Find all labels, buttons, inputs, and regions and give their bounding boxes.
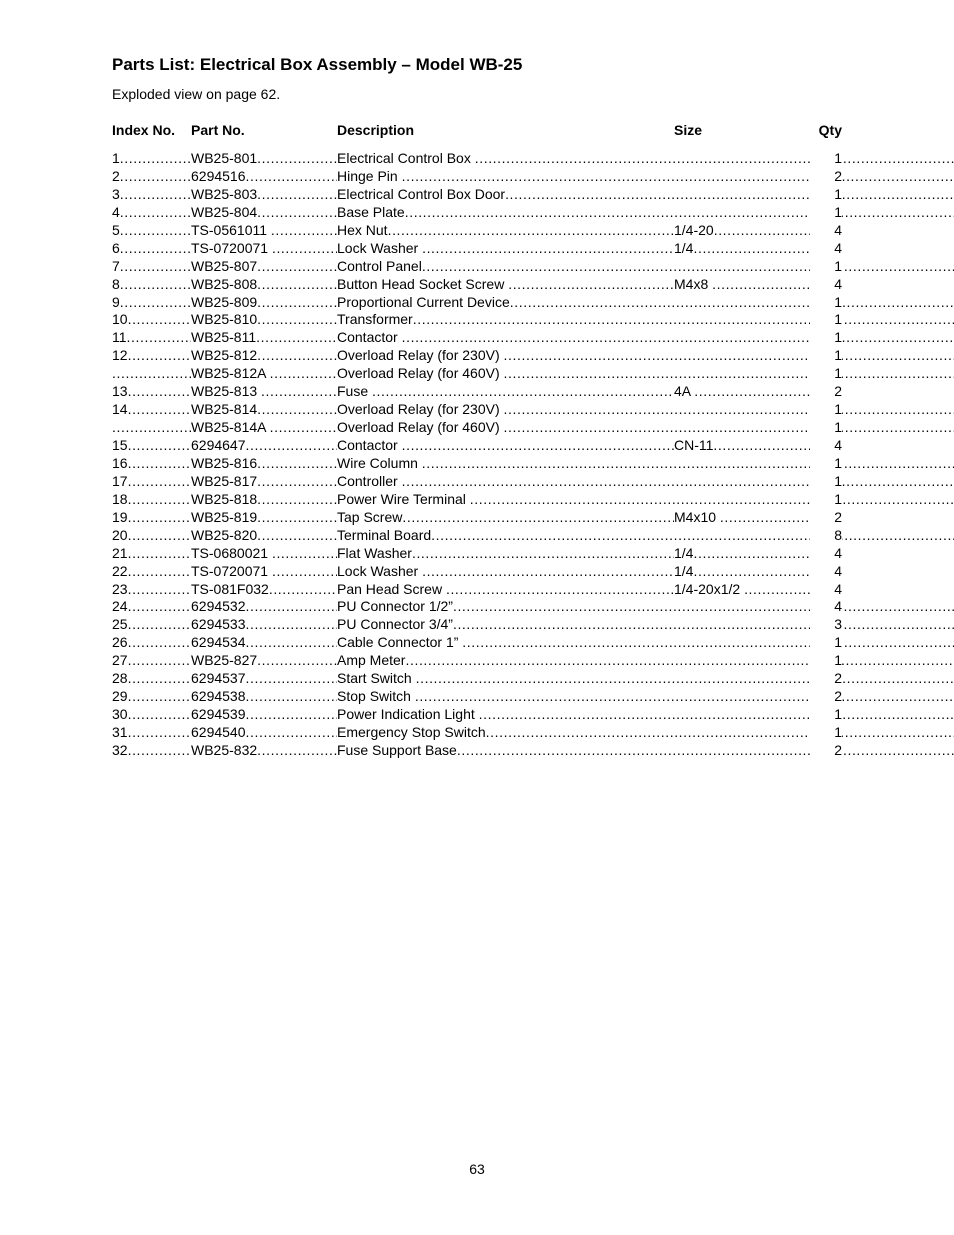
- table-row: [112, 328, 842, 346]
- page-number: 63: [469, 1161, 485, 1177]
- row-description: Lock Washer .....: [337, 239, 674, 257]
- row-part-no: 6294516 .....: [191, 167, 337, 185]
- row-index-no: 32 .....: [112, 741, 191, 759]
- table-row: [112, 149, 842, 167]
- row-part-no: TS-081F032 .....: [191, 580, 337, 598]
- row-description: Button Head Socket Screw .....: [337, 275, 674, 293]
- row-qty: 1: [810, 310, 842, 328]
- row-index-no: 17 .....: [112, 472, 191, 490]
- row-part-no: WB25-807 .....: [191, 257, 337, 275]
- row-description: Transformer .....: [337, 310, 954, 328]
- table-row: [112, 741, 842, 759]
- row-description: Hex Nut .....: [337, 221, 674, 239]
- row-part-no: WB25-812A .....: [191, 364, 337, 382]
- row-qty: 1: [810, 454, 842, 472]
- table-row: [112, 364, 842, 382]
- row-description: Hinge Pin .....: [337, 167, 954, 185]
- row-qty: 1: [810, 472, 842, 490]
- row-description: Start Switch .....: [337, 669, 954, 687]
- row-description: Fuse Support Base .....: [337, 741, 954, 759]
- row-index-no: 31 .....: [112, 723, 191, 741]
- row-qty: 2: [810, 508, 842, 526]
- row-qty: 2: [810, 167, 842, 185]
- row-part-no: 6294532 .....: [191, 597, 337, 615]
- table-row: [112, 633, 842, 651]
- row-qty: 1: [810, 705, 842, 723]
- row-description: Flat Washer .....: [337, 544, 674, 562]
- table-row: [112, 580, 842, 598]
- row-index-no: 24 .....: [112, 597, 191, 615]
- row-description: Wire Column .....: [337, 454, 954, 472]
- row-description: Power Wire Terminal .....: [337, 490, 954, 508]
- row-index-no: 10 .....: [112, 310, 191, 328]
- row-qty: 4: [810, 544, 842, 562]
- table-row: [112, 687, 842, 705]
- row-description: Pan Head Screw .....: [337, 580, 674, 598]
- row-index-no: 28 .....: [112, 669, 191, 687]
- row-size: 4A .....: [674, 382, 812, 400]
- row-qty: 1: [810, 633, 842, 651]
- row-size: M4x10 .....: [674, 508, 812, 526]
- row-index-no: 9 .....: [112, 293, 191, 311]
- row-part-no: WB25-809 .....: [191, 293, 337, 311]
- row-qty: 2: [810, 741, 842, 759]
- table-row: [112, 203, 842, 221]
- table-row: [112, 472, 842, 490]
- row-part-no: WB25-803 .....: [191, 185, 337, 203]
- row-part-no: WB25-811 .....: [191, 328, 337, 346]
- row-qty: 3: [810, 615, 842, 633]
- table-row: [112, 669, 842, 687]
- table-row: [112, 705, 842, 723]
- row-index-no: 27 .....: [112, 651, 191, 669]
- row-part-no: 6294534 .....: [191, 633, 337, 651]
- table-row: [112, 597, 842, 615]
- table-row: [112, 293, 842, 311]
- row-index-no: 26 .....: [112, 633, 191, 651]
- row-part-no: TS-0720071 .....: [191, 562, 337, 580]
- row-description: Base Plate .....: [337, 203, 954, 221]
- row-part-no: WB25-817 .....: [191, 472, 337, 490]
- row-size: M4x8 .....: [674, 275, 812, 293]
- row-size: CN-11 .....: [674, 436, 812, 454]
- row-qty: 1: [810, 418, 842, 436]
- row-size: 1/4 .....: [674, 562, 812, 580]
- row-description: Power Indication Light .....: [337, 705, 954, 723]
- parts-list-table: [112, 149, 842, 759]
- row-index-no: 2 .....: [112, 167, 191, 185]
- row-part-no: TS-0720071 .....: [191, 239, 337, 257]
- table-row: [112, 310, 842, 328]
- row-qty: 1: [810, 490, 842, 508]
- row-part-no: 6294540 .....: [191, 723, 337, 741]
- table-row: [112, 544, 842, 562]
- page-title: Parts List: Electrical Box Assembly – Model WB-25: [112, 55, 523, 74]
- table-row: [112, 257, 842, 275]
- row-part-no: 6294533 .....: [191, 615, 337, 633]
- row-qty: 4: [810, 436, 842, 454]
- row-qty: 1: [810, 651, 842, 669]
- column-header-part-no: Part No.: [191, 122, 245, 138]
- table-row: [112, 490, 842, 508]
- row-qty: 4: [810, 275, 842, 293]
- table-row: [112, 185, 842, 203]
- row-index-no: 25 .....: [112, 615, 191, 633]
- row-qty: 1: [810, 185, 842, 203]
- row-qty: 2: [810, 669, 842, 687]
- row-part-no: WB25-827 .....: [191, 651, 337, 669]
- row-part-no: WB25-832 .....: [191, 741, 337, 759]
- table-row: [112, 167, 842, 185]
- table-row: [112, 436, 842, 454]
- row-description: Fuse .....: [337, 382, 674, 400]
- table-row: [112, 454, 842, 472]
- row-description: Control Panel .....: [337, 257, 954, 275]
- table-row: [112, 418, 842, 436]
- row-description: Overload Relay (for 230V) .....: [337, 346, 954, 364]
- column-header-qty: Qty: [818, 122, 842, 138]
- row-index-no: 16 .....: [112, 454, 191, 472]
- row-qty: 4: [810, 580, 842, 598]
- row-part-no: WB25-814 .....: [191, 400, 337, 418]
- row-size: 1/4-20x1/2 .....: [674, 580, 812, 598]
- row-qty: 8: [810, 526, 842, 544]
- row-index-no: 20 .....: [112, 526, 191, 544]
- row-index-no: [112, 418, 191, 436]
- row-qty: 1: [810, 400, 842, 418]
- row-part-no: WB25-810 .....: [191, 310, 337, 328]
- row-part-no: WB25-819 .....: [191, 508, 337, 526]
- row-description: Terminal Board .....: [337, 526, 954, 544]
- row-description: Tap Screw .....: [337, 508, 674, 526]
- row-description: Stop Switch .....: [337, 687, 954, 705]
- table-row: [112, 723, 842, 741]
- row-index-no: 21 .....: [112, 544, 191, 562]
- row-description: Electrical Control Box .....: [337, 149, 954, 167]
- column-header-description: Description: [337, 122, 415, 138]
- row-description: Contactor .....: [337, 436, 674, 454]
- row-description: PU Connector 1/2” .....: [337, 597, 954, 615]
- row-qty: 1: [810, 346, 842, 364]
- row-description: Amp Meter .....: [337, 651, 954, 669]
- table-row: [112, 221, 842, 239]
- row-qty: 2: [810, 382, 842, 400]
- row-description: Overload Relay (for 460V) .....: [337, 364, 954, 382]
- row-index-no: [112, 364, 191, 382]
- table-row: [112, 651, 842, 669]
- row-index-no: 3 .....: [112, 185, 191, 203]
- row-part-no: TS-0680021 .....: [191, 544, 337, 562]
- row-part-no: 6294537 .....: [191, 669, 337, 687]
- row-qty: 2: [810, 687, 842, 705]
- row-description: PU Connector 3/4” .....: [337, 615, 954, 633]
- row-part-no: WB25-812 .....: [191, 346, 337, 364]
- row-index-no: 30 .....: [112, 705, 191, 723]
- table-row: [112, 615, 842, 633]
- row-part-no: 6294539 .....: [191, 705, 337, 723]
- row-size: 1/4 .....: [674, 544, 812, 562]
- row-index-no: 29 .....: [112, 687, 191, 705]
- row-part-no: 6294538 .....: [191, 687, 337, 705]
- row-index-no: 23 .....: [112, 580, 191, 598]
- exploded-view-reference: Exploded view on page 62.: [112, 86, 281, 102]
- row-part-no: WB25-818 .....: [191, 490, 337, 508]
- row-part-no: 6294647 .....: [191, 436, 337, 454]
- row-description: Cable Connector 1” .....: [337, 633, 954, 651]
- row-part-no: WB25-804 .....: [191, 203, 337, 221]
- row-qty: 4: [810, 221, 842, 239]
- row-qty: 4: [810, 597, 842, 615]
- row-part-no: WB25-808 .....: [191, 275, 337, 293]
- row-qty: 4: [810, 562, 842, 580]
- row-description: Overload Relay (for 460V) .....: [337, 418, 954, 436]
- row-description: Contactor .....: [337, 328, 954, 346]
- column-header-index: Index No.: [112, 122, 176, 138]
- table-row: [112, 382, 842, 400]
- row-index-no: 4 .....: [112, 203, 191, 221]
- row-qty: 1: [810, 364, 842, 382]
- row-description: Emergency Stop Switch .....: [337, 723, 954, 741]
- row-index-no: 19 .....: [112, 508, 191, 526]
- row-size: 1/4 .....: [674, 239, 812, 257]
- row-description: Overload Relay (for 230V) .....: [337, 400, 954, 418]
- row-index-no: 11 .....: [112, 328, 191, 346]
- table-row: [112, 526, 842, 544]
- row-index-no: 13 .....: [112, 382, 191, 400]
- row-index-no: 7 .....: [112, 257, 191, 275]
- row-qty: 4: [810, 239, 842, 257]
- column-header-size: Size: [674, 122, 703, 138]
- row-part-no: WB25-816 .....: [191, 454, 337, 472]
- row-description: Electrical Control Box Door .....: [337, 185, 954, 203]
- row-index-no: 5 .....: [112, 221, 191, 239]
- row-qty: 1: [810, 328, 842, 346]
- row-part-no: WB25-813 .....: [191, 382, 337, 400]
- row-qty: 1: [810, 203, 842, 221]
- row-qty: 1: [810, 257, 842, 275]
- table-row: [112, 275, 842, 293]
- row-index-no: 15 .....: [112, 436, 191, 454]
- table-row: [112, 400, 842, 418]
- row-qty: 1: [810, 149, 842, 167]
- row-description: Proportional Current Device .....: [337, 293, 954, 311]
- row-index-no: 8 .....: [112, 275, 191, 293]
- row-index-no: 18 .....: [112, 490, 191, 508]
- table-row: [112, 508, 842, 526]
- row-part-no: TS-0561011 .....: [191, 221, 337, 239]
- row-index-no: 6 .....: [112, 239, 191, 257]
- row-index-no: 12 .....: [112, 346, 191, 364]
- row-index-no: 14 .....: [112, 400, 191, 418]
- row-size: 1/4-20 .....: [674, 221, 812, 239]
- row-part-no: WB25-814A .....: [191, 418, 337, 436]
- row-qty: 1: [810, 723, 842, 741]
- row-index-no: 1 .....: [112, 149, 191, 167]
- row-index-no: 22 .....: [112, 562, 191, 580]
- row-part-no: WB25-820 .....: [191, 526, 337, 544]
- row-qty: 1: [810, 293, 842, 311]
- table-row: [112, 346, 842, 364]
- table-row: [112, 239, 842, 257]
- row-description: Lock Washer .....: [337, 562, 674, 580]
- table-row: [112, 562, 842, 580]
- row-description: Controller .....: [337, 472, 954, 490]
- row-part-no: WB25-801 .....: [191, 149, 337, 167]
